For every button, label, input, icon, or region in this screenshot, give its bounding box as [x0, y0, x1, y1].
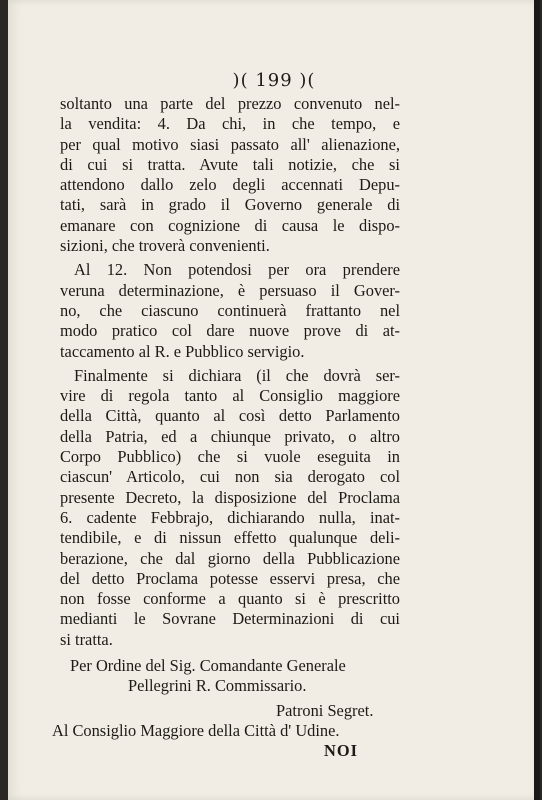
- text-line: tati, sarà in grado il Governo generale di: [60, 195, 400, 215]
- text-line: tendibile, e di nissun effetto qualunque deli-: [60, 528, 400, 548]
- text-line: della Patria, ed a chiunque privato, o altro: [60, 426, 400, 446]
- text-line: medianti le Sovrane Determinazioni di cui: [60, 609, 400, 629]
- text-line: veruna determinazione, è persuaso il Gover-: [60, 280, 400, 300]
- text-line: vire di regola tanto al Consiglio maggiore: [60, 386, 400, 406]
- text-line: Finalmente si dichiara (il che dovrà ser-: [74, 365, 400, 385]
- document-page: [8, 0, 540, 800]
- signature-secretary: Patroni Segret.: [276, 700, 374, 720]
- text-line: della Città, quanto al così detto Parlamento: [60, 406, 400, 426]
- text-line: ciascun' Articolo, cui non sia derogato col: [60, 467, 400, 487]
- signature-commissioner: Pellegrini R. Commissario.: [128, 676, 307, 696]
- text-line: berazione, che dal giorno della Pubblicazione: [60, 548, 400, 568]
- text-line: emanare con cognizione di causa le dispo-: [60, 215, 400, 235]
- text-line: sizioni, che troverà convenienti.: [60, 236, 270, 256]
- text-line: 6. cadente Febbrajo, dichiarando nulla, inat-: [60, 507, 400, 527]
- catchword: NOI: [324, 741, 358, 761]
- text-line: no, che ciascuno continuerà frattanto nel: [60, 300, 400, 320]
- text-line: si tratta.: [60, 629, 113, 649]
- text-line: Al 12. Non potendosi per ora prendere: [74, 260, 400, 280]
- text-line: per qual motivo siasi passato all' alienazione,: [60, 134, 400, 154]
- text-line: modo pratico col dare nuove prove di at-: [60, 321, 400, 341]
- text-line: di cui si tratta. Avute tali notizie, che si: [60, 154, 400, 174]
- text-line: attendono dallo zelo degli accennati Depu-: [60, 175, 400, 195]
- text-line: presente Decreto, la disposizione del Proclama: [60, 487, 400, 507]
- text-line: la vendita: 4. Da chi, in che tempo, e: [60, 114, 400, 134]
- page-number: )( 199 )(: [232, 70, 316, 91]
- text-line: del detto Proclama potesse esservi presa, che: [60, 568, 400, 588]
- text-line: Corpo Pubblico) che si vuole eseguita in: [60, 447, 400, 467]
- body-text: [52, 94, 400, 762]
- text-line: non fosse conforme a quanto si è prescritto: [60, 589, 400, 609]
- text-line: taccamento al R. e Pubblico servigio.: [60, 341, 305, 361]
- signature-order: Per Ordine del Sig. Comandante Generale: [70, 656, 346, 676]
- text-line: soltanto una parte del prezzo convenuto nel-: [60, 94, 400, 113]
- addressee: Al Consiglio Maggiore della Città d' Udine.: [52, 720, 340, 740]
